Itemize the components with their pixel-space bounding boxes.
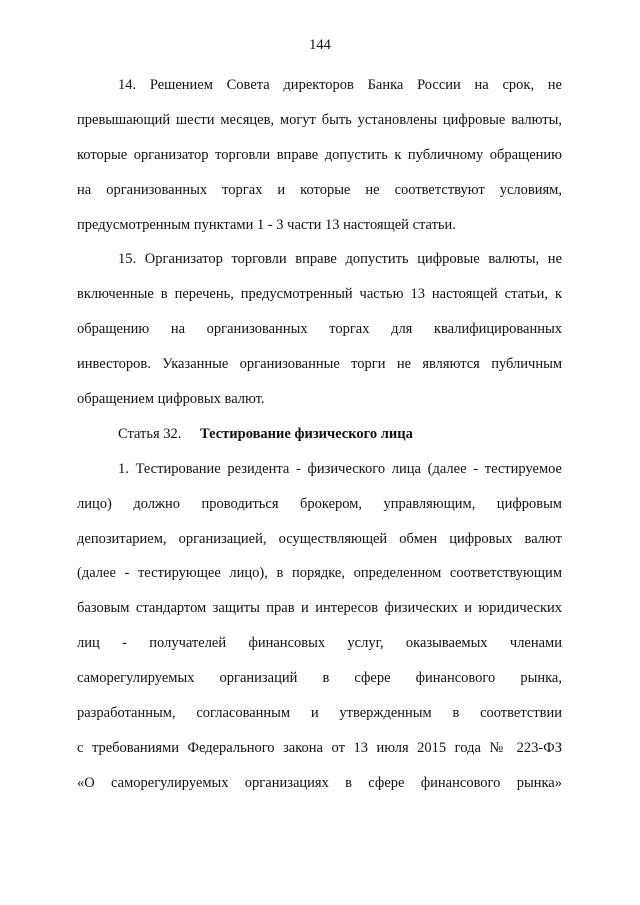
text-line: превышающий шести месяцев, могут быть установлены цифровые валюты, (77, 111, 562, 128)
text-line: 15. Организатор торговли вправе допустить цифровые валюты, не (118, 251, 562, 268)
text-line: инвесторов. Указанные организованные торги не являются публичным (77, 356, 562, 373)
text-line: на организованных торгах и которые не соответствуют условиям, (77, 181, 562, 198)
document-body (77, 68, 562, 801)
page-number: 144 (309, 37, 331, 53)
text-line: которые организатор торговли вправе допустить к публичному обращению (77, 146, 562, 163)
text-line: разработанным, согласованным и утвержденным в соответствии (77, 705, 562, 722)
text-line: саморегулируемых организаций в сфере финансового рынка, (77, 670, 562, 687)
text-line: 14. Решением Совета директоров Банка России на срок, не (118, 77, 562, 93)
text-line: с требованиями Федерального закона от 13 июля 2015 года № 223-ФЗ (77, 739, 562, 756)
article-number: Статья 32. (118, 425, 182, 442)
text-line: предусмотренным пунктами 1 - 3 части 13 настоящей статьи. (77, 216, 456, 233)
text-line: обращению на организованных торгах для квалифицированных (77, 321, 562, 338)
article-paragraph-1 (77, 452, 562, 801)
text-line: лиц - получателей финансовых услуг, оказываемых членами (77, 635, 562, 652)
paragraph-15 (77, 242, 562, 416)
text-line: 1. Тестирование резидента - физического лица (далее - тестируемое (118, 460, 562, 477)
text-line: лицо) должно проводиться брокером, управляющим, цифровым (77, 495, 562, 512)
text-line: базовым стандартом защиты прав и интересов физических и юридических (77, 600, 562, 617)
text-line: (далее - тестирующее лицо), в порядке, определенном соответствующим (77, 565, 562, 582)
article-title: Тестирование физического лица (200, 425, 413, 442)
text-line: обращением цифровых валют. (77, 391, 265, 408)
text-line: «О саморегулируемых организациях в сфере финансового рынка» (77, 774, 562, 791)
text-line: депозитарием, организацией, осуществляющей обмен цифровых валют (77, 530, 562, 547)
article-heading (77, 417, 562, 452)
text-line: включенные в перечень, предусмотренный частью 13 настоящей статьи, к (77, 286, 562, 303)
paragraph-14 (77, 68, 562, 242)
